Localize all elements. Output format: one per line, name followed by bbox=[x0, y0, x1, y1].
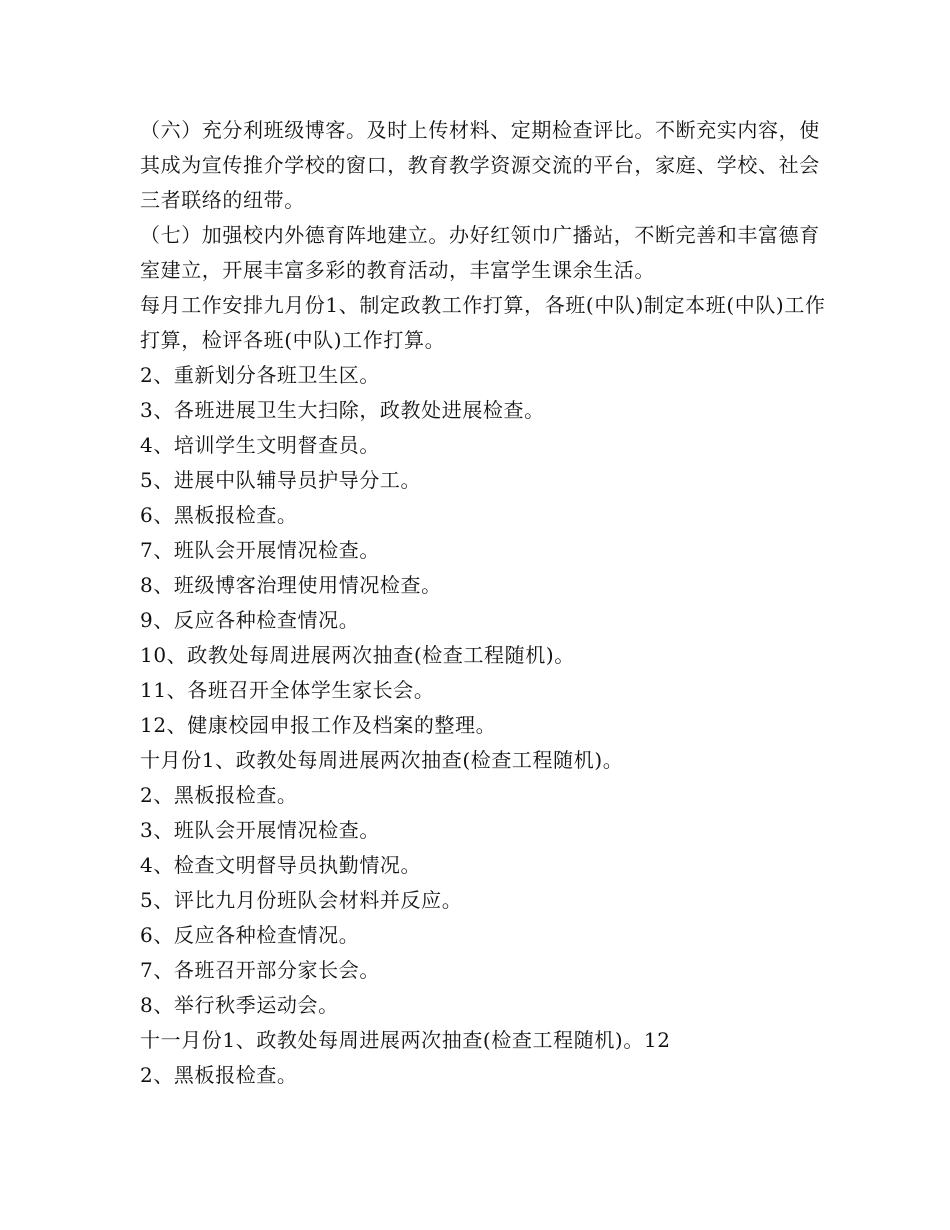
paragraph-september-item-9: 9、反应各种检查情况。 bbox=[140, 608, 360, 632]
paragraph-september-item-10: 10、政教处每周进展两次抽查(检查工程随机)。 bbox=[140, 643, 575, 667]
paragraph-september-item-11: 11、各班召开全体学生家长会。 bbox=[140, 678, 435, 702]
paragraph-october-item-1: 十月份1、政教处每周进展两次抽查(检查工程随机)。 bbox=[140, 748, 624, 772]
paragraph-october-item-2: 2、黑板报检查。 bbox=[140, 783, 298, 807]
paragraph-section-6: （六）充分利班级博客。及时上传材料、定期检查评比。不断充实内容，使其成为宣传推介学校的窗口，教育教学资源交流的平台，家庭、学校、社会三者联络的纽带。 bbox=[140, 118, 820, 212]
paragraph-november-item-1: 十一月份1、政教处每周进展两次抽查(检查工程随机)。12 bbox=[140, 1028, 671, 1052]
paragraph-november-item-2: 2、黑板报检查。 bbox=[140, 1063, 298, 1087]
paragraph-october-item-6: 6、反应各种检查情况。 bbox=[140, 923, 360, 947]
paragraph-october-item-4: 4、检查文明督导员执勤情况。 bbox=[140, 853, 422, 877]
document-body bbox=[140, 113, 830, 1093]
paragraph-section-7: （七）加强校内外德育阵地建立。办好红领巾广播站，不断完善和丰富德育室建立，开展丰富多彩的教育活动，丰富学生课余生活。 bbox=[140, 223, 820, 282]
paragraph-september-item-7: 7、班队会开展情况检查。 bbox=[140, 538, 380, 562]
paragraph-september-item-4: 4、培训学生文明督查员。 bbox=[140, 433, 380, 457]
paragraph-september-item-2: 2、重新划分各班卫生区。 bbox=[140, 363, 380, 387]
paragraph-september-item-5: 5、进展中队辅导员护导分工。 bbox=[140, 468, 422, 492]
paragraph-september-item-12: 12、健康校园申报工作及档案的整理。 bbox=[140, 713, 497, 737]
paragraph-october-item-5: 5、评比九月份班队会材料并反应。 bbox=[140, 888, 463, 912]
paragraph-september-item-6: 6、黑板报检查。 bbox=[140, 503, 298, 527]
paragraph-october-item-3: 3、班队会开展情况检查。 bbox=[140, 818, 380, 842]
paragraph-october-item-7: 7、各班召开部分家长会。 bbox=[140, 958, 380, 982]
paragraph-october-item-8: 8、举行秋季运动会。 bbox=[140, 993, 339, 1017]
paragraph-september-item-3: 3、各班进展卫生大扫除，政教处进展检查。 bbox=[140, 398, 545, 422]
paragraph-september-item-1: 每月工作安排九月份1、制定政教工作打算，各班(中队)制定本班(中队)工作打算，检评各班(中队)工作打算。 bbox=[140, 293, 826, 352]
paragraph-september-item-8: 8、班级博客治理使用情况检查。 bbox=[140, 573, 442, 597]
